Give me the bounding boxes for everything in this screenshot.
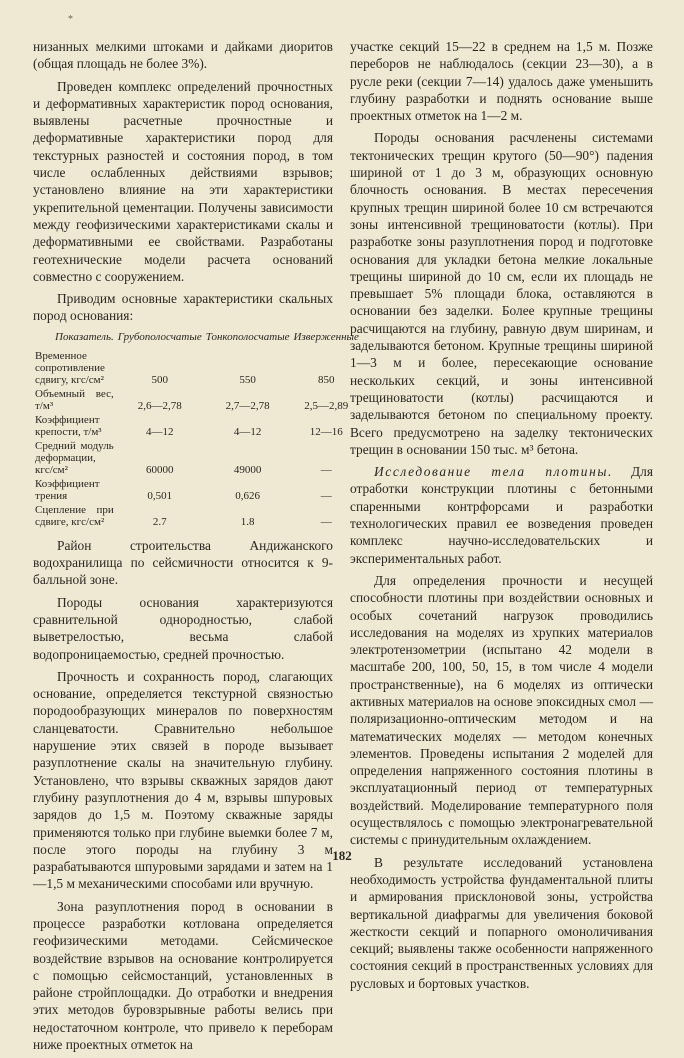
table-cell: 4—12 bbox=[145, 425, 174, 438]
table-header: Грубополосчатые bbox=[117, 330, 202, 343]
table-row bbox=[33, 413, 361, 439]
table-cell: 60000 bbox=[145, 463, 174, 476]
paragraph: В результате исследований установлена необходимость устройства фундаментальной плиты и армирования присклоновой зоны, устройства вертикальной диафрагмы для увеличения боковой жесткости секций и попарного омоноличивания секций; выявлены также особенности напряженного состояния секций в пространственных условиях для русловых и бортовых участков. bbox=[350, 854, 653, 991]
table-row bbox=[33, 477, 361, 503]
table-cell: 4—12 bbox=[233, 425, 262, 438]
table-cell: 12—16 bbox=[309, 425, 343, 438]
table-cell: 2,6—2,78 bbox=[137, 399, 182, 412]
table-cell-label: Временное сопротивление сдвигу, кгс/см² bbox=[35, 349, 105, 386]
paragraph bbox=[350, 463, 653, 567]
page-number: 182 bbox=[332, 848, 352, 863]
paragraph: Район строительства Андижанского водохранилища по сейсмичности относится к 9-балльной зоне. bbox=[33, 537, 333, 588]
table-cell: 0,501 bbox=[147, 489, 173, 502]
table-cell-label: Средний модуль деформации, кгс/см² bbox=[35, 439, 114, 476]
paragraph: Породы основания характеризуются сравнительной однородностью, слабой выветрелостью, весьма слабой водопроницаемостью, средней прочностью. bbox=[33, 594, 333, 662]
table-header: Показатель. bbox=[55, 330, 114, 343]
table-cell-label: Сцепление при сдвиге, кгс/см² bbox=[35, 503, 114, 528]
paragraph: участке секций 15—22 в среднем на 1,5 м. Позже переборов не наблюдалось (секции 23—30), а в русле реки (секции 7—14) удалось даже уменьшить глубину разработки и поднять основание выше проектных отметок на 1—2 м. bbox=[350, 39, 653, 124]
table-cell-label: Коэффициент крепости, т/м³ bbox=[35, 413, 102, 438]
table-header-row bbox=[33, 331, 361, 349]
table-header: Изверженные bbox=[293, 330, 359, 343]
table-row bbox=[33, 439, 361, 477]
paragraph: Приводим основные характеристики скальных пород основания: bbox=[33, 291, 333, 324]
table-cell: 2.7 bbox=[152, 515, 167, 528]
table-header: Тонкополосчатые bbox=[205, 330, 290, 343]
table-cell: 550 bbox=[239, 373, 256, 386]
table-cell: 850 bbox=[317, 373, 335, 386]
table-row bbox=[33, 503, 361, 529]
rock-properties-table bbox=[33, 331, 361, 529]
paragraph: Проведен комплекс определений прочностных и деформативных характеристик пород основания, выявлены расчетные прочностные и деформативные характеристики пород для текстурных разностей и состояния пород, в том числе ослабленных действиями взрывов; установлено влияние на эти характеристики укрепительной цементации. Получены зависимости между геофизическими характеристиками скалы и деформативными ее свойствами. Разработаны геотехнические модели расчета оснований совместно с сооружением. bbox=[33, 78, 333, 284]
table-cell: 2,5—2,89 bbox=[304, 399, 349, 412]
paragraph: Породы основания расчленены системами тектонических трещин крутого (50—90°) падения шириной от 1 до 3 м, образующих основную блочность основания. В местах пересечения крупных трещин шириной более 10 см встречаются зоны интенсивной трещиноватости (котлы). При разработке зоны разуплотнения пород и подготовке основания для укладки бетона мелкие локальные трещины шириной до 10 см, если их площадь не превышает 5% площади блока, оставляются в основании без заделки. Более крупные трещины расчищаются на глубину, равную двум ширинам, и заделываются бетоном. Крупные трещины шириной 1—3 м и более, пересекающие основание нескольких секций, и зоны интенсивной трещиноватости (котлы) расчищаются и заделываются бетоном по специальному проекту. Всего предусмотрено на заделку тектонических трещин в основании 150 тыс. м³ бетона. bbox=[350, 130, 653, 457]
section-heading: Исследование тела плотины. bbox=[374, 464, 613, 480]
table-row bbox=[33, 349, 361, 387]
paragraph: низанных мелкими штоками и дайками диоритов (общая площадь не более 3%). bbox=[33, 39, 333, 72]
paragraph: Для определения прочности и несущей способности плотины при воздействии основных и особых сочетаний нагрузок проводились исследования на моделях из хрупких материалов электротензометрии (испытано 42 модели в масштабе 200, 100, 50, 15, в том числе 4 модели пространственные), на 6 моделях из оптически активных материалов на основе эпоксидных смол — поляризационно-оптическим методом и на математических моделях — методом конечных элементов. Проведены испытания 2 моделей для определения напряженного состояния плотины в эксплуатационный период от температурных воздействий. Моделирование температурного поля осуществлялось с помощью электронагревательной системы с принудительным охлаждением. bbox=[350, 572, 653, 848]
table-cell-label: Объемный вес, т/м³ bbox=[35, 387, 114, 412]
table-cell: 1.8 bbox=[240, 515, 255, 528]
table-cell: — bbox=[320, 463, 332, 476]
table-cell-label: Коэффициент трения bbox=[35, 477, 100, 502]
table-cell: 0,626 bbox=[235, 489, 260, 502]
table-cell: 49000 bbox=[233, 463, 262, 476]
paragraph: Зона разуплотнения пород в основании в процессе разработки котлована определяется геофизическими методами. Сейсмическое воздействие взрывов на основание контролируется с помощью сейсмостанций, установленных в районе стройплощадки. До отработки и внедрения этих методов буровзрывные работы велись при недостаточном контроле, что привело к переборам ниже проектных отметок на bbox=[33, 898, 333, 1053]
table-cell: 500 bbox=[151, 373, 168, 386]
table-cell: — bbox=[320, 515, 332, 528]
table-cell: 2,7—2,78 bbox=[225, 399, 270, 412]
paragraph-text: Для отработки конструкции плотины с бетонными спаренными контрфорсами и разработки технологических правил ее возведения проведен комплекс научно-исследовательских и экспериментальных работ. bbox=[350, 464, 653, 566]
table-row bbox=[33, 387, 361, 413]
corner-mark: * bbox=[68, 14, 73, 25]
paragraph: Прочность и сохранность пород, слагающих основание, определяется текстурной связностью породообразующих минералов по поверхностям сланцеватости. Сравнительно небольшое нарушение этих связей в породе вызывает разуплотнение скалы на значительную глубину. Установлено, что взрывы скважных зарядов дают глубину разуплотнения до 4 м, взрывы шпуровых зарядов до 1,5 м. Поэтому скважные заряды применяются только при глубине выемки более 7 м, после этого породы на глубину 3 м разрабатываются шпуровыми зарядами и затем на 1—1,5 м механическими способами или вручную. bbox=[33, 668, 333, 892]
table-cell: — bbox=[320, 489, 332, 502]
